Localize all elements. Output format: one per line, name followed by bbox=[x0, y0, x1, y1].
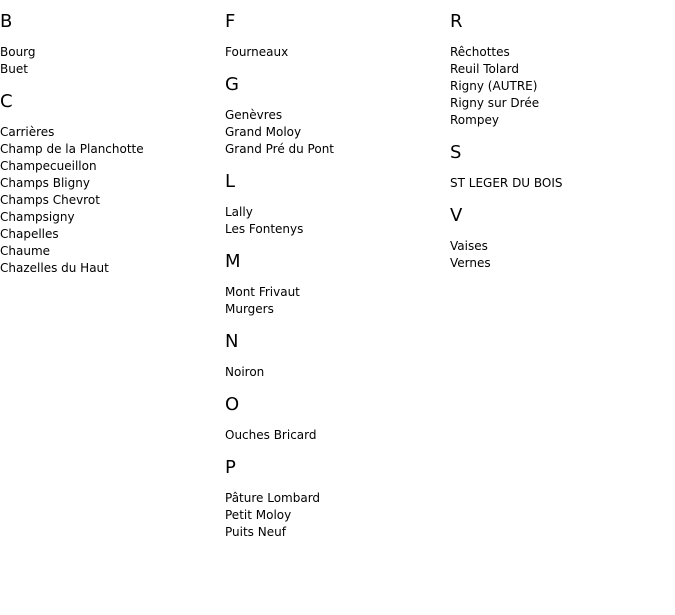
letter-group-s bbox=[450, 143, 672, 192]
place-item[interactable]: Les Fontenys bbox=[225, 222, 304, 236]
place-list-m bbox=[225, 284, 447, 318]
letter-group-p bbox=[225, 458, 447, 541]
place-item[interactable]: Champ de la Planchotte bbox=[0, 142, 144, 156]
place-item[interactable]: Lally bbox=[225, 205, 253, 219]
letter-group-o bbox=[225, 395, 447, 444]
letter-group-b bbox=[0, 12, 222, 78]
letter-heading-o: O bbox=[225, 394, 240, 415]
place-item[interactable]: Reuil Tolard bbox=[450, 62, 519, 76]
place-item[interactable]: Champs Bligny bbox=[0, 176, 90, 190]
place-list-b bbox=[0, 44, 222, 78]
letter-group-v bbox=[450, 206, 672, 272]
letter-group-g bbox=[225, 75, 447, 158]
place-item[interactable]: Ouches Bricard bbox=[225, 428, 317, 442]
letter-heading-r: R bbox=[450, 11, 463, 32]
place-list-o bbox=[225, 427, 447, 444]
place-item[interactable]: Rigny (AUTRE) bbox=[450, 79, 538, 93]
index-column-2 bbox=[225, 12, 447, 555]
place-list-c bbox=[0, 124, 222, 277]
place-item[interactable]: Bourg bbox=[0, 45, 36, 59]
place-list-p bbox=[225, 490, 447, 541]
letter-group-r bbox=[450, 12, 672, 129]
place-item[interactable]: Grand Moloy bbox=[225, 125, 302, 139]
letter-group-c bbox=[0, 92, 222, 277]
place-list-s bbox=[450, 175, 672, 192]
letter-heading-s: S bbox=[450, 142, 462, 163]
place-list-l bbox=[225, 204, 447, 238]
letter-group-m bbox=[225, 252, 447, 318]
letter-group-f bbox=[225, 12, 447, 61]
letter-heading-m: M bbox=[225, 251, 241, 272]
index-column-1 bbox=[0, 12, 222, 291]
place-list-g bbox=[225, 107, 447, 158]
place-item[interactable]: Mont Frivaut bbox=[225, 285, 300, 299]
place-item[interactable]: Vaises bbox=[450, 239, 488, 253]
letter-heading-l: L bbox=[225, 171, 236, 192]
place-item[interactable]: Carrières bbox=[0, 125, 55, 139]
place-item[interactable]: Chazelles du Haut bbox=[0, 261, 109, 275]
letter-heading-v: V bbox=[450, 205, 463, 226]
place-item[interactable]: Champs Chevrot bbox=[0, 193, 100, 207]
place-list-v bbox=[450, 238, 672, 272]
place-item[interactable]: Chapelles bbox=[0, 227, 59, 241]
place-item[interactable]: Rêchottes bbox=[450, 45, 510, 59]
letter-heading-p: P bbox=[225, 457, 236, 478]
place-item[interactable]: Champsigny bbox=[0, 210, 75, 224]
place-item[interactable]: Buet bbox=[0, 62, 28, 76]
letter-heading-g: G bbox=[225, 74, 239, 95]
letter-heading-b: B bbox=[0, 11, 13, 32]
index-column-3 bbox=[450, 12, 672, 286]
place-item[interactable]: Grand Pré du Pont bbox=[225, 142, 335, 156]
place-item[interactable]: Petit Moloy bbox=[225, 508, 292, 522]
place-list-f bbox=[225, 44, 447, 61]
place-list-r bbox=[450, 44, 672, 129]
place-item[interactable]: Chaume bbox=[0, 244, 51, 258]
place-item[interactable]: Vernes bbox=[450, 256, 491, 270]
letter-heading-f: F bbox=[225, 11, 236, 32]
letter-heading-n: N bbox=[225, 331, 239, 352]
place-item[interactable]: ST LEGER DU BOIS bbox=[450, 176, 563, 190]
place-item[interactable]: Noiron bbox=[225, 365, 265, 379]
place-item[interactable]: Puits Neuf bbox=[225, 525, 286, 539]
place-item[interactable]: Champecueillon bbox=[0, 159, 97, 173]
place-item[interactable]: Fourneaux bbox=[225, 45, 289, 59]
letter-group-n bbox=[225, 332, 447, 381]
place-item[interactable]: Rompey bbox=[450, 113, 499, 127]
place-item[interactable]: Murgers bbox=[225, 302, 274, 316]
place-item[interactable]: Pâture Lombard bbox=[225, 491, 321, 505]
place-item[interactable]: Rigny sur Drée bbox=[450, 96, 540, 110]
letter-heading-c: C bbox=[0, 91, 13, 112]
letter-group-l bbox=[225, 172, 447, 238]
place-item[interactable]: Genèvres bbox=[225, 108, 283, 122]
place-list-n bbox=[225, 364, 447, 381]
